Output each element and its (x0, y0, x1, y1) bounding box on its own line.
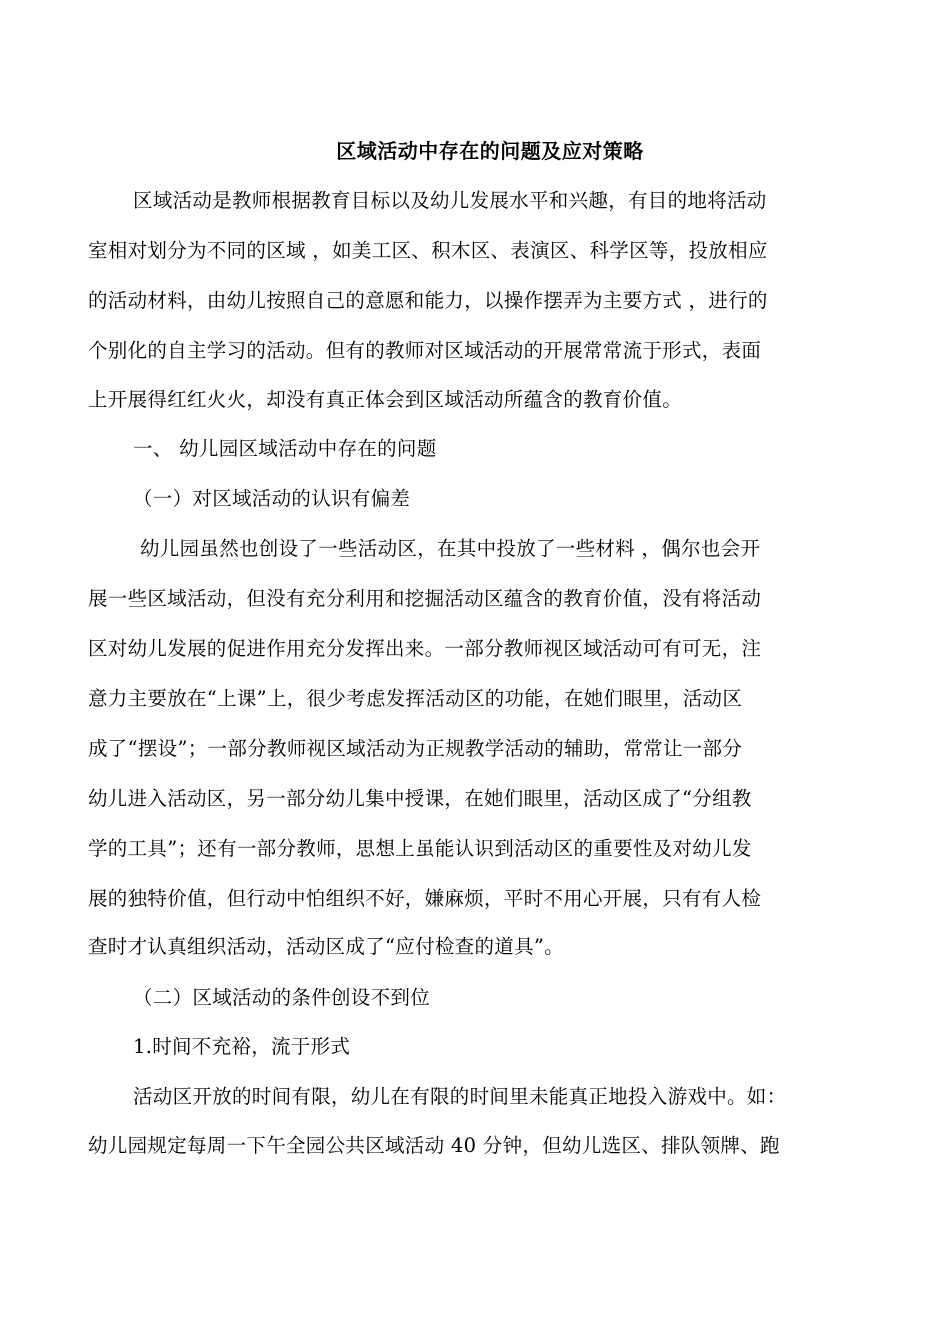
paragraph-line: 个别化的自主学习的活动。但有的教师对区域活动的开展常常流于形式，表面 (88, 339, 762, 362)
paragraph-line: 展的独特价值，但行动中怕组织不好，嫌麻烦，平时不用心开展，只有有人检 (88, 887, 762, 910)
paragraph-line: 的活动材料，由幼儿按照自己的意愿和能力，以操作摆弄为主要方式 ，进行的 (88, 289, 768, 312)
paragraph-line: 区对幼儿发展的促进作用充分发挥出来。一部分教师视区域活动可有可无，注 (88, 637, 762, 660)
subsection-heading: 1.时间不充裕，流于形式 (133, 1035, 351, 1058)
paragraph-line: 查时才认真组织活动，活动区成了“应付检查的道具”。 (88, 935, 564, 958)
paragraph-line: 学的工具”；还有一部分教师，思想上虽能认识到活动区的重要性及对幼儿发 (88, 837, 752, 860)
paragraph-line: 幼儿园规定每周一下午全园公共区域活动 40 分钟，但幼儿选区、排队领牌、跑 (88, 1134, 780, 1157)
paragraph-line: 室相对划分为不同的区域 ，如美工区、积木区、表演区、科学区等，投放相应 (88, 239, 768, 262)
paragraph-line: 展一些区域活动，但没有充分利用和挖掘活动区蕴含的教育价值，没有将活动 (88, 587, 762, 610)
subsection-heading: （一）对区域活动的认识有偏差 (133, 487, 411, 510)
paragraph-line: 幼儿进入活动区，另一部分幼儿集中授课，在她们眼里，活动区成了“分组教 (88, 787, 752, 810)
subsection-heading: （二）区域活动的条件创设不到位 (133, 986, 431, 1009)
paragraph-line: 意力主要放在“上课”上，很少考虑发挥活动区的功能，在她们眼里，活动区 (88, 687, 743, 710)
paragraph-line: 幼儿园虽然也创设了一些活动区，在其中投放了一些材料 ，偶尔也会开 (140, 537, 761, 560)
paragraph-line: 活动区开放的时间有限，幼儿在有限的时间里未能真正地投入游戏中。如： (133, 1085, 787, 1108)
paragraph-line: 上开展得红红火火，却没有真正体会到区域活动所蕴含的教育价值。 (88, 388, 683, 411)
section-heading: 一、 幼儿园区域活动中存在的问题 (133, 437, 437, 460)
document-title: 区域活动中存在的问题及应对策略 (336, 139, 644, 163)
paragraph-line: 区域活动是教师根据教育目标以及幼儿发展水平和兴趣，有目的地将活动 (133, 189, 767, 212)
paragraph-line: 成了“摆设”；一部分教师视区域活动为正规教学活动的辅助，常常让一部分 (88, 737, 743, 760)
